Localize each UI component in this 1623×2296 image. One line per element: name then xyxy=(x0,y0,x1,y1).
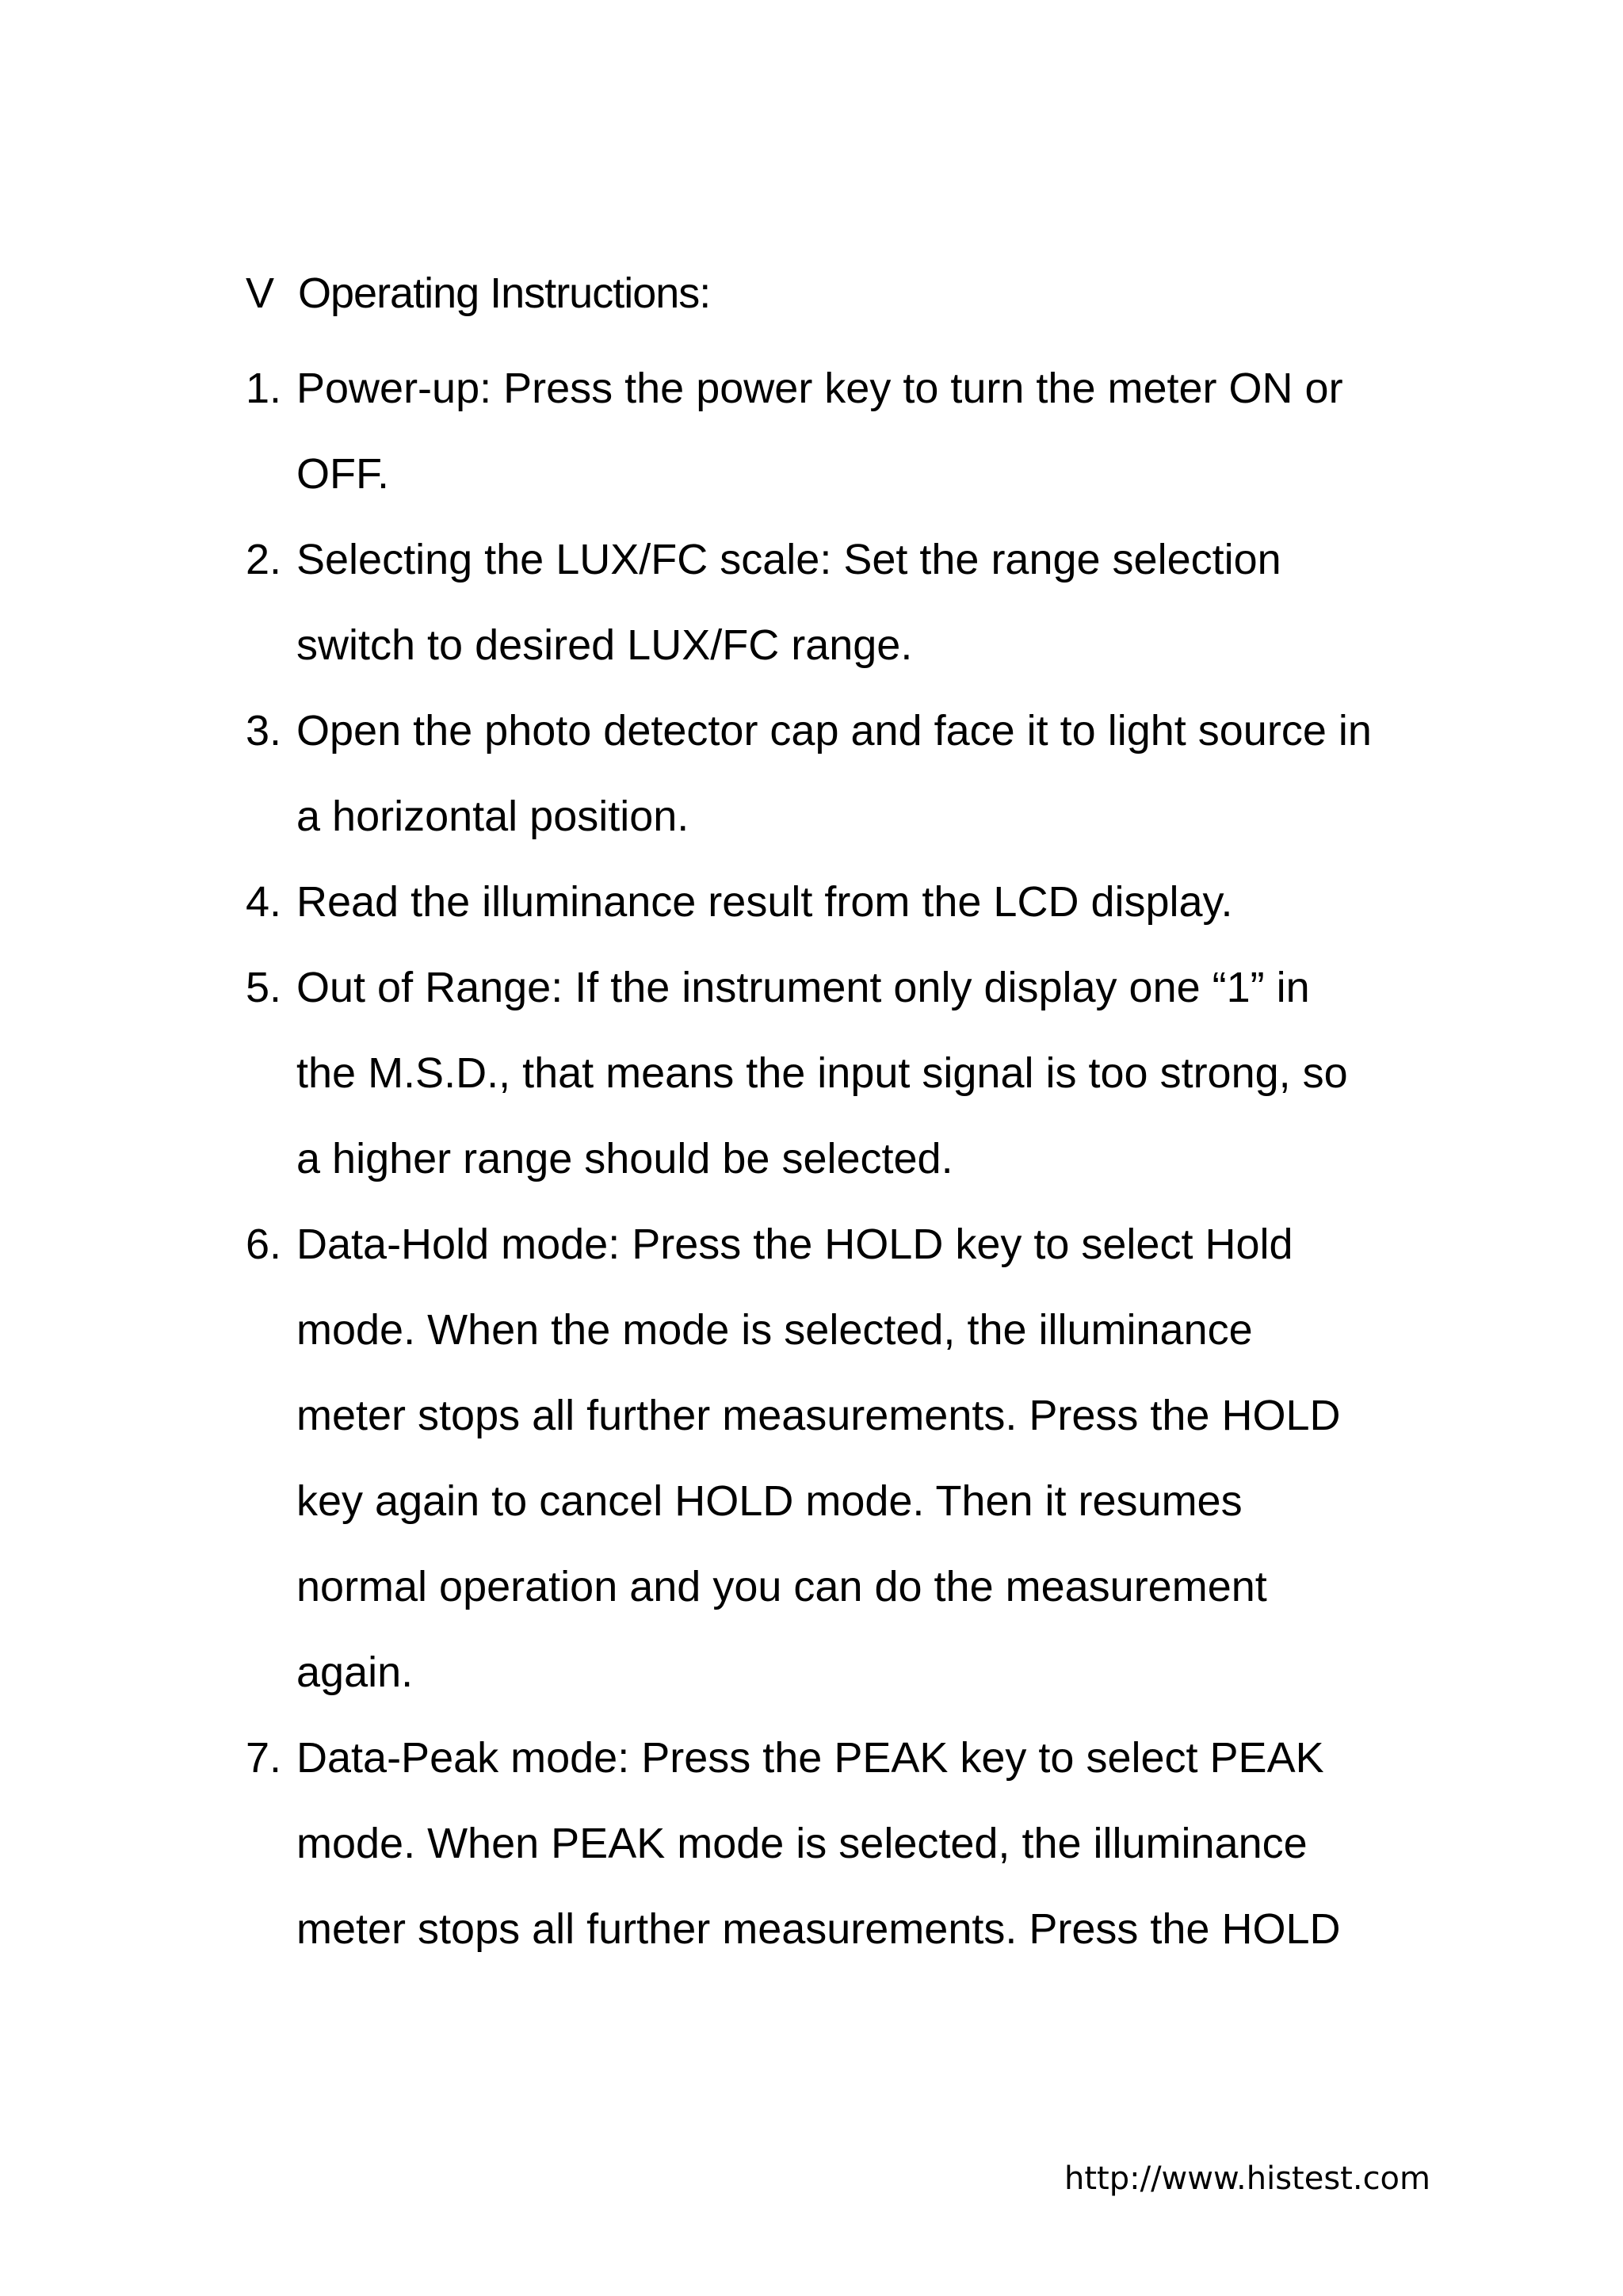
step-text-line: Read the illuminance result from the LCD display. xyxy=(296,878,1233,926)
step-number: 5. xyxy=(246,964,282,1011)
step-text-line: switch to desired LUX/FC range. xyxy=(296,621,913,669)
step-text-line: Out of Range: If the instrument only display one “1” in xyxy=(296,964,1310,1011)
step-number: 7. xyxy=(246,1734,282,1782)
step-text-line: the M.S.D., that means the input signal is too strong, so xyxy=(296,1049,1348,1097)
footer-website-link[interactable]: http://www.histest.com xyxy=(1064,2160,1430,2197)
step-text-line: Selecting the LUX/FC scale: Set the range selection xyxy=(296,536,1281,583)
step-number: 4. xyxy=(246,878,282,926)
section-title: Operating Instructions: xyxy=(298,269,711,317)
step-number: 2. xyxy=(246,536,282,583)
step-text-line: Open the photo detector cap and face it to light source in xyxy=(296,707,1372,755)
step-text-line: meter stops all further measurements. Press the HOLD xyxy=(296,1392,1341,1439)
instruction-list xyxy=(246,346,1434,1972)
step-text-line: Data-Peak mode: Press the PEAK key to select PEAK xyxy=(296,1734,1324,1782)
instruction-step-2 xyxy=(246,517,1434,688)
step-number: 3. xyxy=(246,707,282,755)
step-text-line: a horizontal position. xyxy=(296,793,689,840)
section-number: V xyxy=(246,269,274,317)
step-text-line: key again to cancel HOLD mode. Then it resumes xyxy=(296,1477,1243,1525)
instruction-step-4 xyxy=(246,859,1434,945)
instruction-step-6 xyxy=(246,1201,1434,1715)
step-text-line: meter stops all further measurements. Press the HOLD xyxy=(296,1905,1341,1953)
instruction-step-7 xyxy=(246,1715,1434,1972)
section-heading xyxy=(246,262,710,325)
instruction-step-1 xyxy=(246,346,1434,517)
step-number: 1. xyxy=(246,365,282,412)
step-text-line: OFF. xyxy=(296,450,389,498)
step-text-line: mode. When the mode is selected, the illuminance xyxy=(296,1306,1253,1354)
instruction-step-5 xyxy=(246,945,1434,1201)
step-number: 6. xyxy=(246,1221,282,1268)
step-text-line: mode. When PEAK mode is selected, the illuminance xyxy=(296,1820,1308,1867)
step-text-line: a higher range should be selected. xyxy=(296,1135,953,1182)
step-text-line: Data-Hold mode: Press the HOLD key to select Hold xyxy=(296,1221,1293,1268)
instruction-step-3 xyxy=(246,688,1434,859)
step-text-line: normal operation and you can do the measurement xyxy=(296,1563,1267,1610)
step-text-line: again. xyxy=(296,1648,414,1696)
step-text-line: Power-up: Press the power key to turn the meter ON or xyxy=(296,365,1343,412)
